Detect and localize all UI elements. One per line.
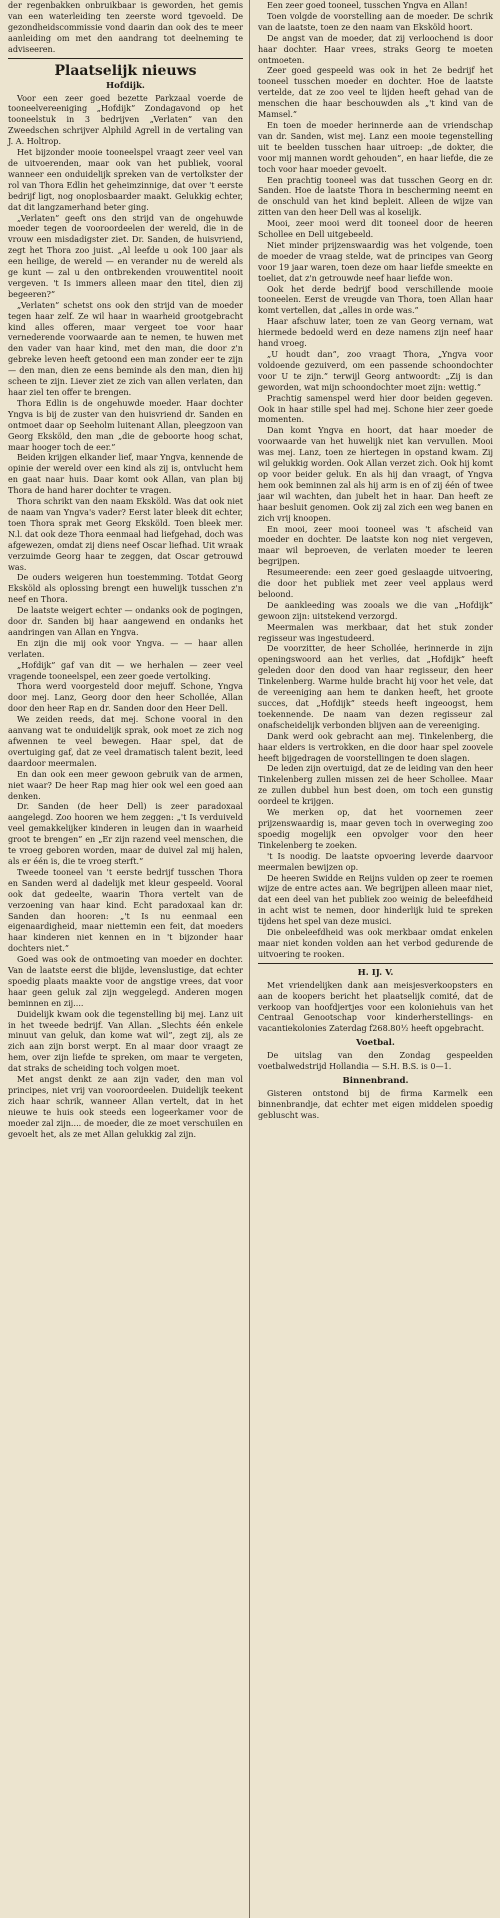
hiv-title: H. IJ. V.	[357, 967, 394, 978]
paragraph: De ouders weigeren hun toestemming. Totdat Georg Eksköld als oplossing brengt een huwelijk tusschen z'n neef en Thora.	[8, 572, 243, 605]
paragraph: Meermalen was merkbaar, dat het stuk zonder regisseur was ingestudeerd.	[258, 621, 493, 643]
paragraph: De uitslag van den Zondag gespeelden voetbalwedstrijd Hollandia — S.H. B.S. is 0—1.	[258, 1050, 493, 1072]
paragraph: Goed was ook de ontmoeting van moeder en dochter. Van de laatste eerst die blijde, levenslustige, dat echter spoedig plaats maakte voor de angstige vrees, dat voor haar geen geluk zal zijn weggelegd. Anderen mogen beminnen en zij....	[8, 954, 243, 1008]
paragraph: En zijn die mij ook voor Yngva. — — haar allen verlaten.	[8, 637, 243, 659]
paragraph: der regenbakken onbruikbaar is geworden, het gemis van een waterleiding ten zeerste word tgevoeld. De gezondheidscommissie vond daarin dan ook des te meer aanleiding om met den aandrang tot deelneming te adviseeren.	[8, 0, 243, 54]
paragraph: Resumeerende: een zeer goed geslaagde uitvoering, die door het publiek met zeer veel applaus werd beloond.	[258, 567, 493, 599]
binnenbrand-article	[258, 1088, 493, 1121]
paragraph: Het bijzonder mooie tooneelspel vraagt zeer veel van de uitvoerenden, maar ook van het publiek, vooral wanneer een onduidelijk spreken van de vertolkster der rol van Thora Edlin het geheimzinnige, dat over 't eerste bedrijf ligt, nog onoplosbaarder maakt. Gelukkig echter, dat dit langzamerhand beter ging.	[8, 147, 243, 212]
paragraph: Voor een zeer goed bezette Parkzaal voerde de tooneelvereeniging „Hofdijk” Zondagavond op het tooneelstuk in 3 bedrijven „Verlaten” van den Zweedschen schrijver Alphild Agrell in de vertaling van J. A. Holtrop.	[8, 92, 243, 147]
paragraph: „Hofdijk” gaf van dit — we herhalen — zeer veel vragende tooneelspel, een zeer goede vertolking.	[8, 659, 243, 681]
subsection-title: Hofdijk.	[106, 80, 145, 91]
paragraph: Beiden krijgen elkander lief, maar Yngva, kennende de opinie der wereld over een kind als zij is, ontvlucht hem en gaat naar huis. Daar komt ook Allan, van plan bij Thora de hand harer dochter te vragen.	[8, 452, 243, 496]
paragraph: Thora werd voorgesteld door mejuff. Schone, Yngva door mej. Lanz, Georg door den heer Schollée, Allan door den heer Rap en dr. Sanden door den Heer Dell.	[8, 681, 243, 714]
paragraph: Niet minder prijzenswaardig was het volgende, toen de moeder de vraag stelde, wat de principes van Georg voor 19 jaar waren, toen deze om haar liefde smeekte en toeliet, dat z'n getrouwde neef haar liefde won.	[258, 239, 493, 283]
binnenbrand-title: Binnenbrand.	[342, 1076, 409, 1087]
paragraph: Tweede tooneel van 't eerste bedrijf tusschen Thora en Sanden werd al dadelijk met kleur gespeeld. Vooral ook dat gedeelte, waarin Thora vertelt van de verzoening van haar kind. Echt paradoxaal kan dr. Sanden dan hooren: „'t Is nu eenmaal een eigenaardigheid, maar niettemin een feit, dat moeders haar kinderen niet kennen en in 't bijzonder haar dochters niet.”	[8, 866, 243, 954]
paragraph: Duidelijk kwam ook die tegenstelling bij mej. Lanz uit in het tweede bedrijf. Van Allan. „Slechts één enkele minuut van geluk, dan kome wat wil”, zegt zij, als ze zich aan zijn borst werpt. En al maar door vraagt ze hem, over zijn liefde te spreken, om maar te vergeten, dat straks de scheiding toch volgen moet.	[8, 1008, 243, 1074]
paragraph: Thora schrikt van den naam Eksköld. Was dat ook niet de naam van Yngva's vader? Eerst later bleek dit echter, toen Thora sprak met Georg Eksköld. Toen bleek mer. N.l. dat ook deze Thora eenmaal had liefgehad, doch was afgewezen, omdat zij diens neef Oscar liefhad. Uit wraak verzuimde Georg haar te zeggen, dat Oscar getrouwd was.	[8, 496, 243, 572]
hiv-article	[258, 980, 493, 1035]
paragraph: 't Is noodig. De laatste opvoering leverde daarvoor meermalen bewijzen op.	[258, 850, 493, 872]
paragraph: De leden zijn overtuigd, dat ze de leiding van den heer Tinkelenberg zullen missen zei de heer Schollee. Maar ze zullen dubbel hun best doen, om toch een gunstig oordeel te krijgen.	[258, 763, 493, 807]
paragraph: Gisteren ontstond bij de firma Karmelk een binnenbrandje, dat echter met eigen middelen spoedig gebluscht was.	[258, 1088, 493, 1120]
paragraph: De angst van de moeder, dat zij verloochend is door haar dochter. Haar vrees, straks Georg te moeten ontmoeten.	[258, 32, 493, 65]
paragraph: Een prachtig tooneel was dat tusschen Georg en dr. Sanden. Hoe de laatste Thora in bescherming neemt en de onschuld van het kind bepleit. Alleen de wijze van zitten van den heer Dell was al koselijk.	[258, 174, 493, 218]
paragraph: Thora Edlin is de ongehuwde moeder. Haar dochter Yngva is bij de zuster van den huisvriend dr. Sanden en ontmoet daar op Seeholm luitenant Allan, pleegzoon van Georg Eksköld, den man „die de geboorte hoog schat, maar hooger toch de eer.”	[8, 397, 243, 452]
paragraph: Een zeer goed tooneel, tusschen Yngva en Allan!	[267, 0, 468, 10]
paragraph: „Verlaten” schetst ons ook den strijd van de moeder tegen haar zelf. Ze wil haar in waarheid grootgebracht kind alles offeren, maar vergeet toe voor haar vernederende voorwaarde aan te nemen, te huwen met den vader van haar kind, met den man, die door z'n gebreke leven heeft getoond een man zonder eer te zijn — den man, dien ze eens beminde als den man, dien hij scheen te zijn. Liever ziet ze zich van allen verlaten, dan haar ziel ten offer te brengen.	[8, 299, 243, 397]
article-body-left	[8, 93, 243, 1140]
paragraph: Toen volgde de voorstelling aan de moeder. De schrik van de laatste, toen ze den naam van Eksköld hoort.	[258, 10, 493, 32]
paragraph: Met angst denkt ze aan zijn vader, den man vol principes, niet vrij van vooroordeelen. Duidelijk teekent zich haar schrik, wanneer Allan vertelt, dat in het nieuwe te huis ook steeds een logeerkamer voor de moeder zal zijn.... de moeder, die ze moet verschuilen en gevoelt het, als ze met Allan gelukkig zal zijn.	[8, 1074, 243, 1139]
paragraph: „Verlaten” geeft ons den strijd van de ongehuwde moeder tegen de vooroordeelen der wereld, die in de vrouw een misdadigster ziet. Dr. Sanden, de huisvriend, zegt het Thora zoo juist. „Al leefde u ook 100 jaar als een heilige, de wereld — en verander nu de wereld als ge kunt — zal u den ontbrekenden vrouwentitel nooit vergeven. 't Is immers alleen maar den titel, dien zij begeeren?”	[8, 212, 243, 299]
section-divider	[258, 963, 493, 964]
paragraph: De laatste weigert echter — ondanks ook de pogingen, door dr. Sanden bij haar aangewend en ondanks het aandringen van Allan en Yngva.	[8, 605, 243, 637]
paragraph: Mooi, zeer mooi werd dit tooneel door de heeren Schollee en Dell uitgebeeld.	[258, 218, 493, 240]
paragraph: Prachtig samenspel werd hier door beiden gegeven. Ook in haar stille spel had mej. Schone hier zeer goede momenten.	[258, 392, 493, 425]
paragraph: Dr. Sanden (de heer Dell) is zeer paradoxaal aangelegd. Zoo hooren we hem zeggen: „'t Is verduiveld veel gemakkelijker kinderen in leugen dan in waarheid groot te brengen” en „Er zijn razend veel menschen, die te vroeg geboren worden, maar de duivel zal mij halen, als er één is, die te vroeg sterft.”	[8, 801, 243, 866]
voetbal-article	[258, 1050, 493, 1072]
section-title: Plaatselijk nieuws	[54, 62, 197, 79]
paragraph: Dan komt Yngva en hoort, dat haar moeder de voorwaarde van het huwelijk niet kan vervullen. Mooi was mej. Lanz, toen ze hiertegen in opstand kwam. Zij wil gelukkig worden. Ook Allan verzet zich. Ook hij komt op voor beider geluk. En als hij dan vraagt, of Yngva hem ook beminnen zal als hij arm is en of zij één of twee jaar wil wachten, dan jubelt het in haar. Dan heeft ze haar besluit genomen. Ook zij zal zich een weg banen en zich vrij knoopen.	[258, 425, 493, 523]
paragraph: We zeiden reeds, dat mej. Schone vooral in den aanvang wat te onduidelijk sprak, ook moet ze zich nog afwennen te veel bewegen. Haar spel, dat de overtuiging gaf, dat ze veel dramatisch talent bezit, leed daardoor meermalen.	[8, 714, 243, 768]
paragraph: En mooi, zeer mooi tooneel was 't afscheid van moeder en dochter. De laatste kon nog niet vergeven, maar wil beproeven, de verlaten moeder te leeren begrijpen.	[258, 523, 493, 567]
voetbal-title: Voetbal.	[356, 1038, 395, 1049]
paragraph: Zeer goed gespeeld was ook in het 2e bedrijf het tooneel tusschen moeder en dochter. Hoe de laatste vertelde, dat ze zoo veel te lijden heeft gehad van de menschen die haar beschouwden als „'t kind van de Mamsel.”	[258, 65, 493, 120]
article-body-right	[258, 0, 493, 960]
paragraph: De voorzitter, de heer Schollée, herinnerde in zijn openingswoord aan het verlies, dat „Hofdijk” heeft geleden door den dood van haar regisseur, den heer Tinkelenberg. Warme hulde bracht hij voor het vele, dat de vereeniging aan hem te danken heeft, het groote succes, dat „Hofdijk” steeds heeft ingeoogst, hem toekennende. De naam van dezen regisseur zal onafscheidelijk verbonden blijven aan de vereeniging.	[258, 643, 493, 730]
left-column	[8, 0, 243, 1140]
section-divider	[8, 58, 243, 59]
paragraph: Ook het derde bedrijf bood verschillende mooie tooneelen. Eerst de vreugde van Thora, toen Allan haar komt vertellen, dat „alles in orde was.”	[258, 283, 493, 316]
paragraph: Met vriendelijken dank aan meisjesverkoopsters en aan de koopers bericht het plaatselijk comité, dat de verkoop van hoofdjertjes voor een koloniehuis van het Centraal Genootschap voor kinderherstellings- en vacantiekolonies Zaterdag f268.80½ heeft opgebracht.	[258, 979, 493, 1034]
paragraph: De aankleeding was zooals we die van „Hofdijk” gewoon zijn: uitstekend verzorgd.	[258, 599, 493, 621]
paragraph: Dank werd ook gebracht aan mej. Tinkelenberg, die haar elders is vertrokken, en die door haar spel zoovele heeft bijgedragen de voorstellingen te doen slagen.	[258, 730, 493, 763]
paragraph: „U houdt dan”, zoo vraagt Thora, „Yngva voor voldoende gezuiverd, om een passende schoondochter voor U te zijn.” terwijl Georg antwoordt: „Zij is dan geworden, wat mijn schoondochter moet zijn: wettig.”	[258, 349, 493, 392]
right-column	[258, 0, 493, 1121]
paragraph: Die onbeleefdheid was ook merkbaar omdat enkelen maar niet konden volden aan het verbod gedurende de uitvoering te rooken.	[258, 927, 493, 959]
paragraph: We merken op, dat het voornemen zeer prijzenswaardig is, maar geven toch in overweging zoo spoedig mogelijk een opvolger voor den heer Tinkelenberg te zoeken.	[258, 807, 493, 850]
intro-block	[8, 0, 243, 55]
column-rule	[249, 0, 250, 1918]
paragraph: En dan ook een meer gewoon gebruik van de armen, niet waar? De heer Rap mag hier ook wel een goed aan denken.	[8, 768, 243, 801]
paragraph: Haar afschuw later, toen ze van Georg vernam, wat hiermede bedoeld werd en deze namens zijn neef haar hand vroeg.	[258, 316, 493, 349]
paragraph: En toen de moeder herinnerde aan de vriendschap van dr. Sanden, wist mej. Lanz een mooie tegenstelling uit te beelden tusschen haar uitroep: „de dokter, die voor mij mannen wordt gehouden”, en haar liefde, die ze toch voor haar moeder gevoelt.	[258, 119, 493, 174]
paragraph: De heeren Swidde en Reijns vulden op zeer te roemen wijze de entre actes aan. We begrijpen alleen maar niet, dat een deel van het publiek zoo weinig de beleefdheid in acht wist te nemen, door hinderlijk luid te spreken tijdens het spel van deze musici.	[258, 872, 493, 927]
